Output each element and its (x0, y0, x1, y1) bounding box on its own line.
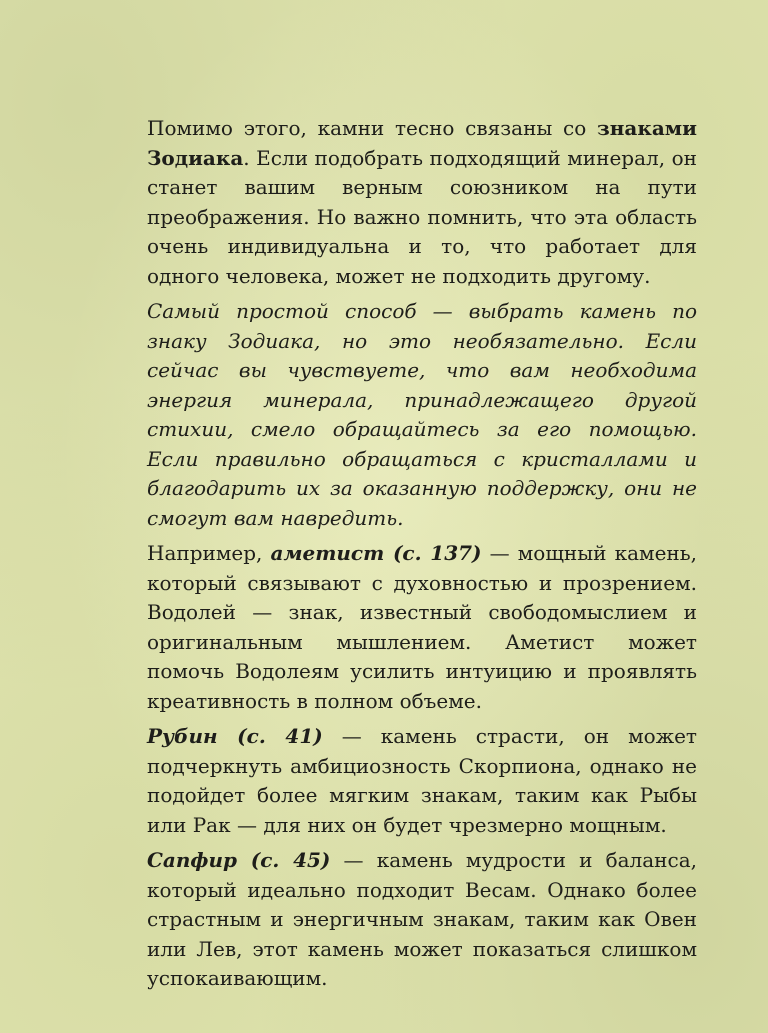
ruby-reference: Рубин (с. 41) (147, 724, 323, 748)
paragraph-text: . Если подобрать подходящий минерал, он станет вашим верным союзником на пути преображения. Но важно помнить, что эта область очень индивидуальна и то, что работает для одного человека, может не подходить другому. (147, 145, 697, 288)
paragraph-text: — мощный камень, который связывают с духовностью и прозрением. Водолей — знак, известный свободомыслием и оригинальным мышлением. Аметист может помочь Водолеям усилить интуицию и проявлять креативность в полном объеме. (147, 541, 698, 713)
paragraph-ruby (147, 722, 697, 840)
paragraph-sapphire (147, 846, 697, 994)
paragraph-text: — камень мудрости и баланса, который идеально подходит Весам. Однако более страстным и энергичным знакам, таким как Овен или Лев, этот камень может показаться слишком успокаивающим. (147, 848, 697, 990)
paragraph-zodiac-intro (147, 114, 697, 291)
zodiac-signs-emphasis: знаками Зодиака (147, 116, 697, 170)
paragraph-text: Помимо этого, камни тесно связаны со (147, 116, 598, 140)
paragraph-amethyst (147, 539, 697, 716)
amethyst-reference: аметист (с. 137) (270, 541, 482, 565)
paragraph-simple-method: Самый простой способ — выбрать камень по знаку Зодиака, но это необязательно. Если сейчас вы чувствуете, что вам необходима энергия минерала, принадлежащего другой стихии, смело обращайтесь за его помощью. Если правильно обращаться с кристаллами и благодарить их за оказанную поддержку, они не смогут вам навредить. (147, 299, 697, 530)
sapphire-reference: Сапфир (с. 45) (147, 848, 331, 872)
page-text-block (147, 114, 697, 1000)
paragraph-text: — камень страсти, он может подчеркнуть амбициозность Скорпиона, однако не подойдет более мягким знакам, таким как Рыбы или Рак — для них он будет чрезмерно мощным. (147, 724, 697, 837)
paragraph-text: Например, (147, 541, 271, 565)
